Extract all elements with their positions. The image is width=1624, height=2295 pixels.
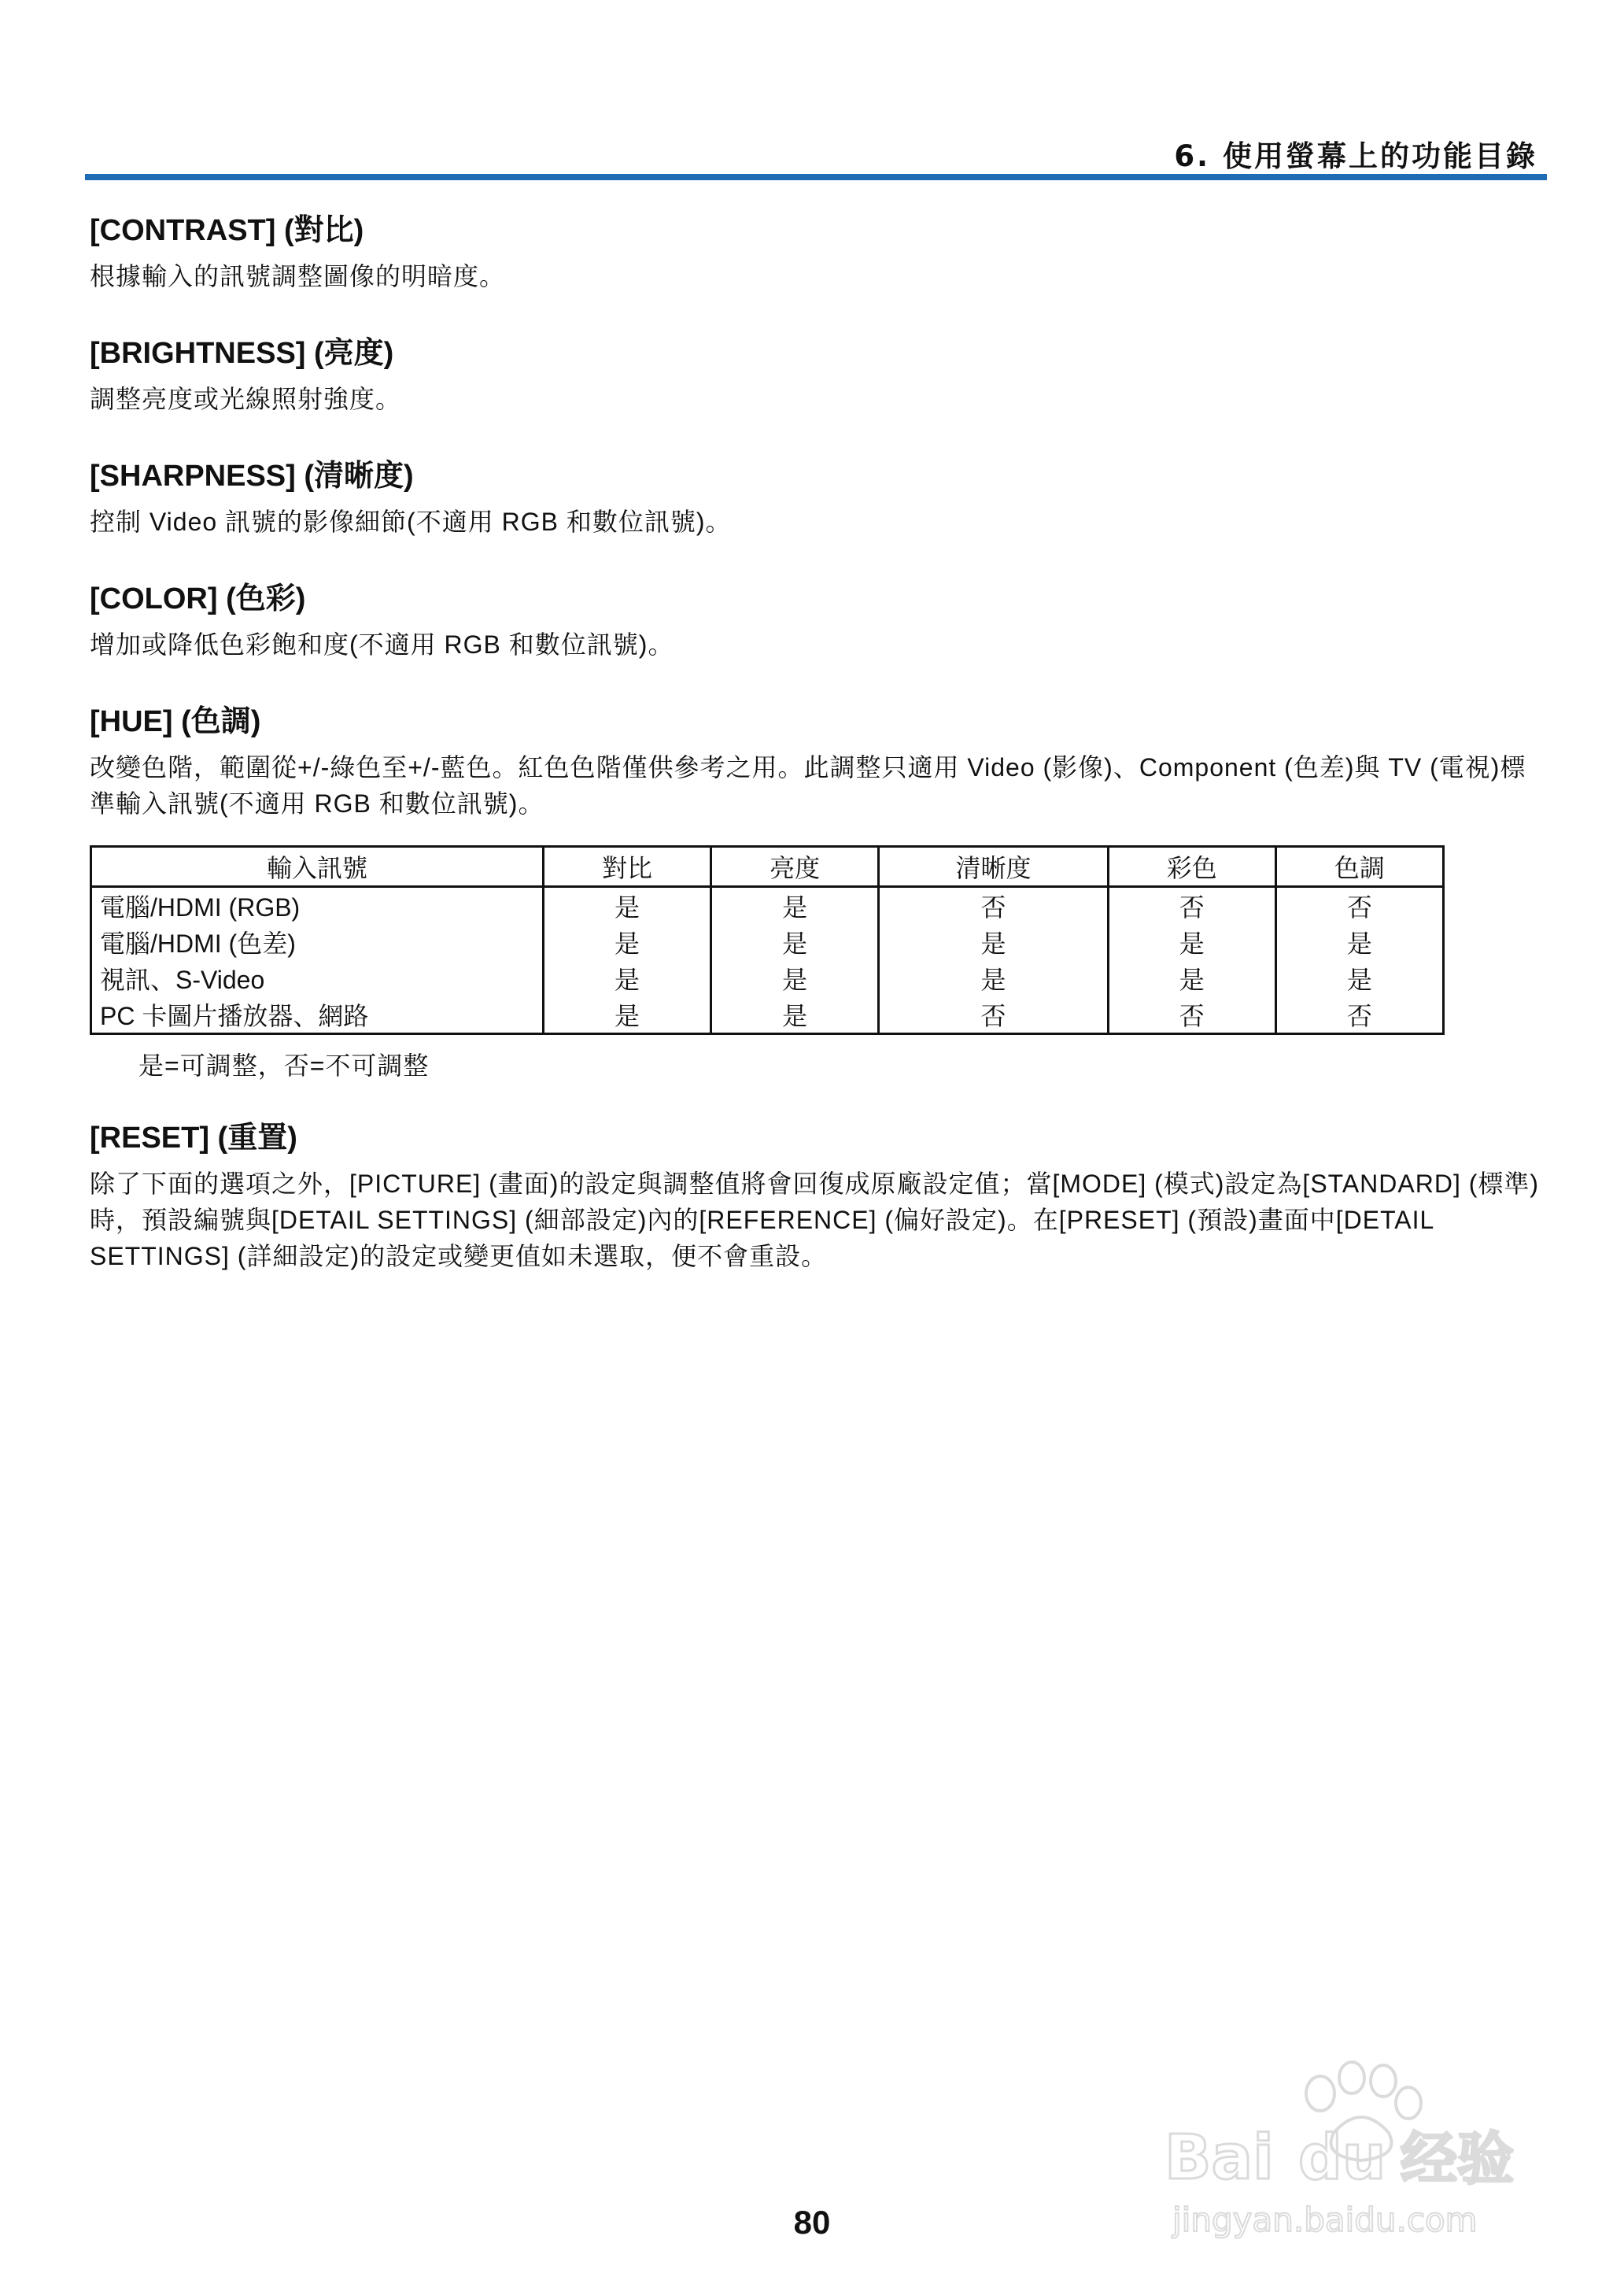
table-cell: 否 bbox=[1275, 996, 1443, 1034]
watermark-brand-right: du bbox=[1298, 2123, 1386, 2193]
table-cell: 否 bbox=[1275, 887, 1443, 925]
watermark-url: jingyan.baidu.com bbox=[1172, 2201, 1478, 2239]
table-header-cell: 清晰度 bbox=[879, 847, 1109, 887]
section-body: 控制 Video 訊號的影像細節(不適用 RGB 和數位訊號)。 bbox=[90, 508, 732, 536]
section-title: [COLOR] (色彩) bbox=[90, 582, 306, 615]
section-color bbox=[90, 579, 1545, 663]
table-header-cell: 色調 bbox=[1275, 847, 1443, 887]
section-title: [CONTRAST] (對比) bbox=[90, 214, 364, 247]
table-cell: 是 bbox=[1108, 960, 1275, 996]
table-cell: 否 bbox=[879, 887, 1109, 925]
table-row bbox=[91, 924, 1444, 960]
section-body: 改變色階，範圍從+/-綠色至+/-藍色。紅色色階僅供參考之用。此調整只適用 Video (影像)、Component (色差)與 TV (電視)標準輸入訊號(不適用 RGB 和數位訊號)。 bbox=[90, 753, 1526, 818]
baidu-watermark bbox=[1149, 2046, 1574, 2251]
section-contrast bbox=[90, 211, 1545, 294]
section-brightness bbox=[90, 334, 1545, 417]
table-header-cell: 亮度 bbox=[711, 847, 879, 887]
table-cell: 電腦/HDMI (RGB) bbox=[91, 887, 544, 925]
table-cell: 是 bbox=[711, 924, 879, 960]
table-cell: 是 bbox=[711, 996, 879, 1034]
section-sharpness bbox=[90, 456, 1545, 540]
section-title: [RESET] (重置) bbox=[90, 1122, 297, 1155]
section-body: 根據輸入的訊號調整圖像的明暗度。 bbox=[90, 262, 506, 290]
table-header-cell: 彩色 bbox=[1108, 847, 1275, 887]
watermark-brand-cn: 经验 bbox=[1401, 2126, 1515, 2192]
table-header-cell: 對比 bbox=[544, 847, 711, 887]
table-cell: 是 bbox=[1275, 960, 1443, 996]
table-cell: 否 bbox=[1108, 996, 1275, 1034]
section-body: 除了下面的選項之外，[PICTURE] (畫面)的設定與調整值將會回復成原廠設定值；當[MODE] (模式)設定為[STANDARD] (標準)時，預設編號與[DETAIL SETTINGS] (細部設定)內的[REFERENCE] (偏好設定)。在[PRESET] (預設)畫面中[DETAIL SETTINGS] (詳細設定)的設定或變更值如未選取，便不會重設。 bbox=[90, 1170, 1540, 1270]
section-reset bbox=[90, 1118, 1545, 1274]
table-cell: 是 bbox=[1275, 924, 1443, 960]
table-cell: 否 bbox=[1108, 887, 1275, 925]
table-cell: 是 bbox=[711, 960, 879, 996]
section-hue bbox=[90, 702, 1545, 822]
section-title: [SHARPNESS] (清晰度) bbox=[90, 460, 414, 493]
chapter-title: 6. 使用螢幕上的功能目錄 bbox=[1174, 139, 1537, 173]
table-cell: PC 卡圖片播放器、網路 bbox=[91, 996, 544, 1034]
page-number: 80 bbox=[793, 2204, 831, 2241]
section-title: [BRIGHTNESS] (亮度) bbox=[90, 337, 394, 370]
table-cell: 視訊、S-Video bbox=[91, 960, 544, 996]
table-row bbox=[91, 996, 1444, 1034]
table-row bbox=[91, 960, 1444, 996]
table-header-cell: 輸入訊號 bbox=[91, 847, 544, 887]
table-cell: 是 bbox=[544, 924, 711, 960]
table-cell: 是 bbox=[544, 996, 711, 1034]
section-title: [HUE] (色調) bbox=[90, 705, 261, 738]
table-cell: 是 bbox=[544, 960, 711, 996]
page-content bbox=[90, 211, 1545, 1314]
table-header-row bbox=[91, 847, 1444, 887]
table-cell: 是 bbox=[1108, 924, 1275, 960]
table-cell: 是 bbox=[711, 887, 879, 925]
table-cell: 是 bbox=[544, 887, 711, 925]
watermark-brand-left: Bai bbox=[1164, 2123, 1274, 2193]
table-cell: 否 bbox=[879, 996, 1109, 1034]
table-cell: 電腦/HDMI (色差) bbox=[91, 924, 544, 960]
section-body: 增加或降低色彩飽和度(不適用 RGB 和數位訊號)。 bbox=[90, 630, 674, 659]
section-body: 調整亮度或光線照射強度。 bbox=[90, 385, 402, 413]
table-row bbox=[91, 887, 1444, 925]
table-cell: 是 bbox=[879, 924, 1109, 960]
header-rule bbox=[85, 174, 1547, 180]
table-cell: 是 bbox=[879, 960, 1109, 996]
signal-support-table bbox=[90, 845, 1445, 1035]
table-note: 是=可調整，否=不可調整 bbox=[138, 1051, 430, 1080]
